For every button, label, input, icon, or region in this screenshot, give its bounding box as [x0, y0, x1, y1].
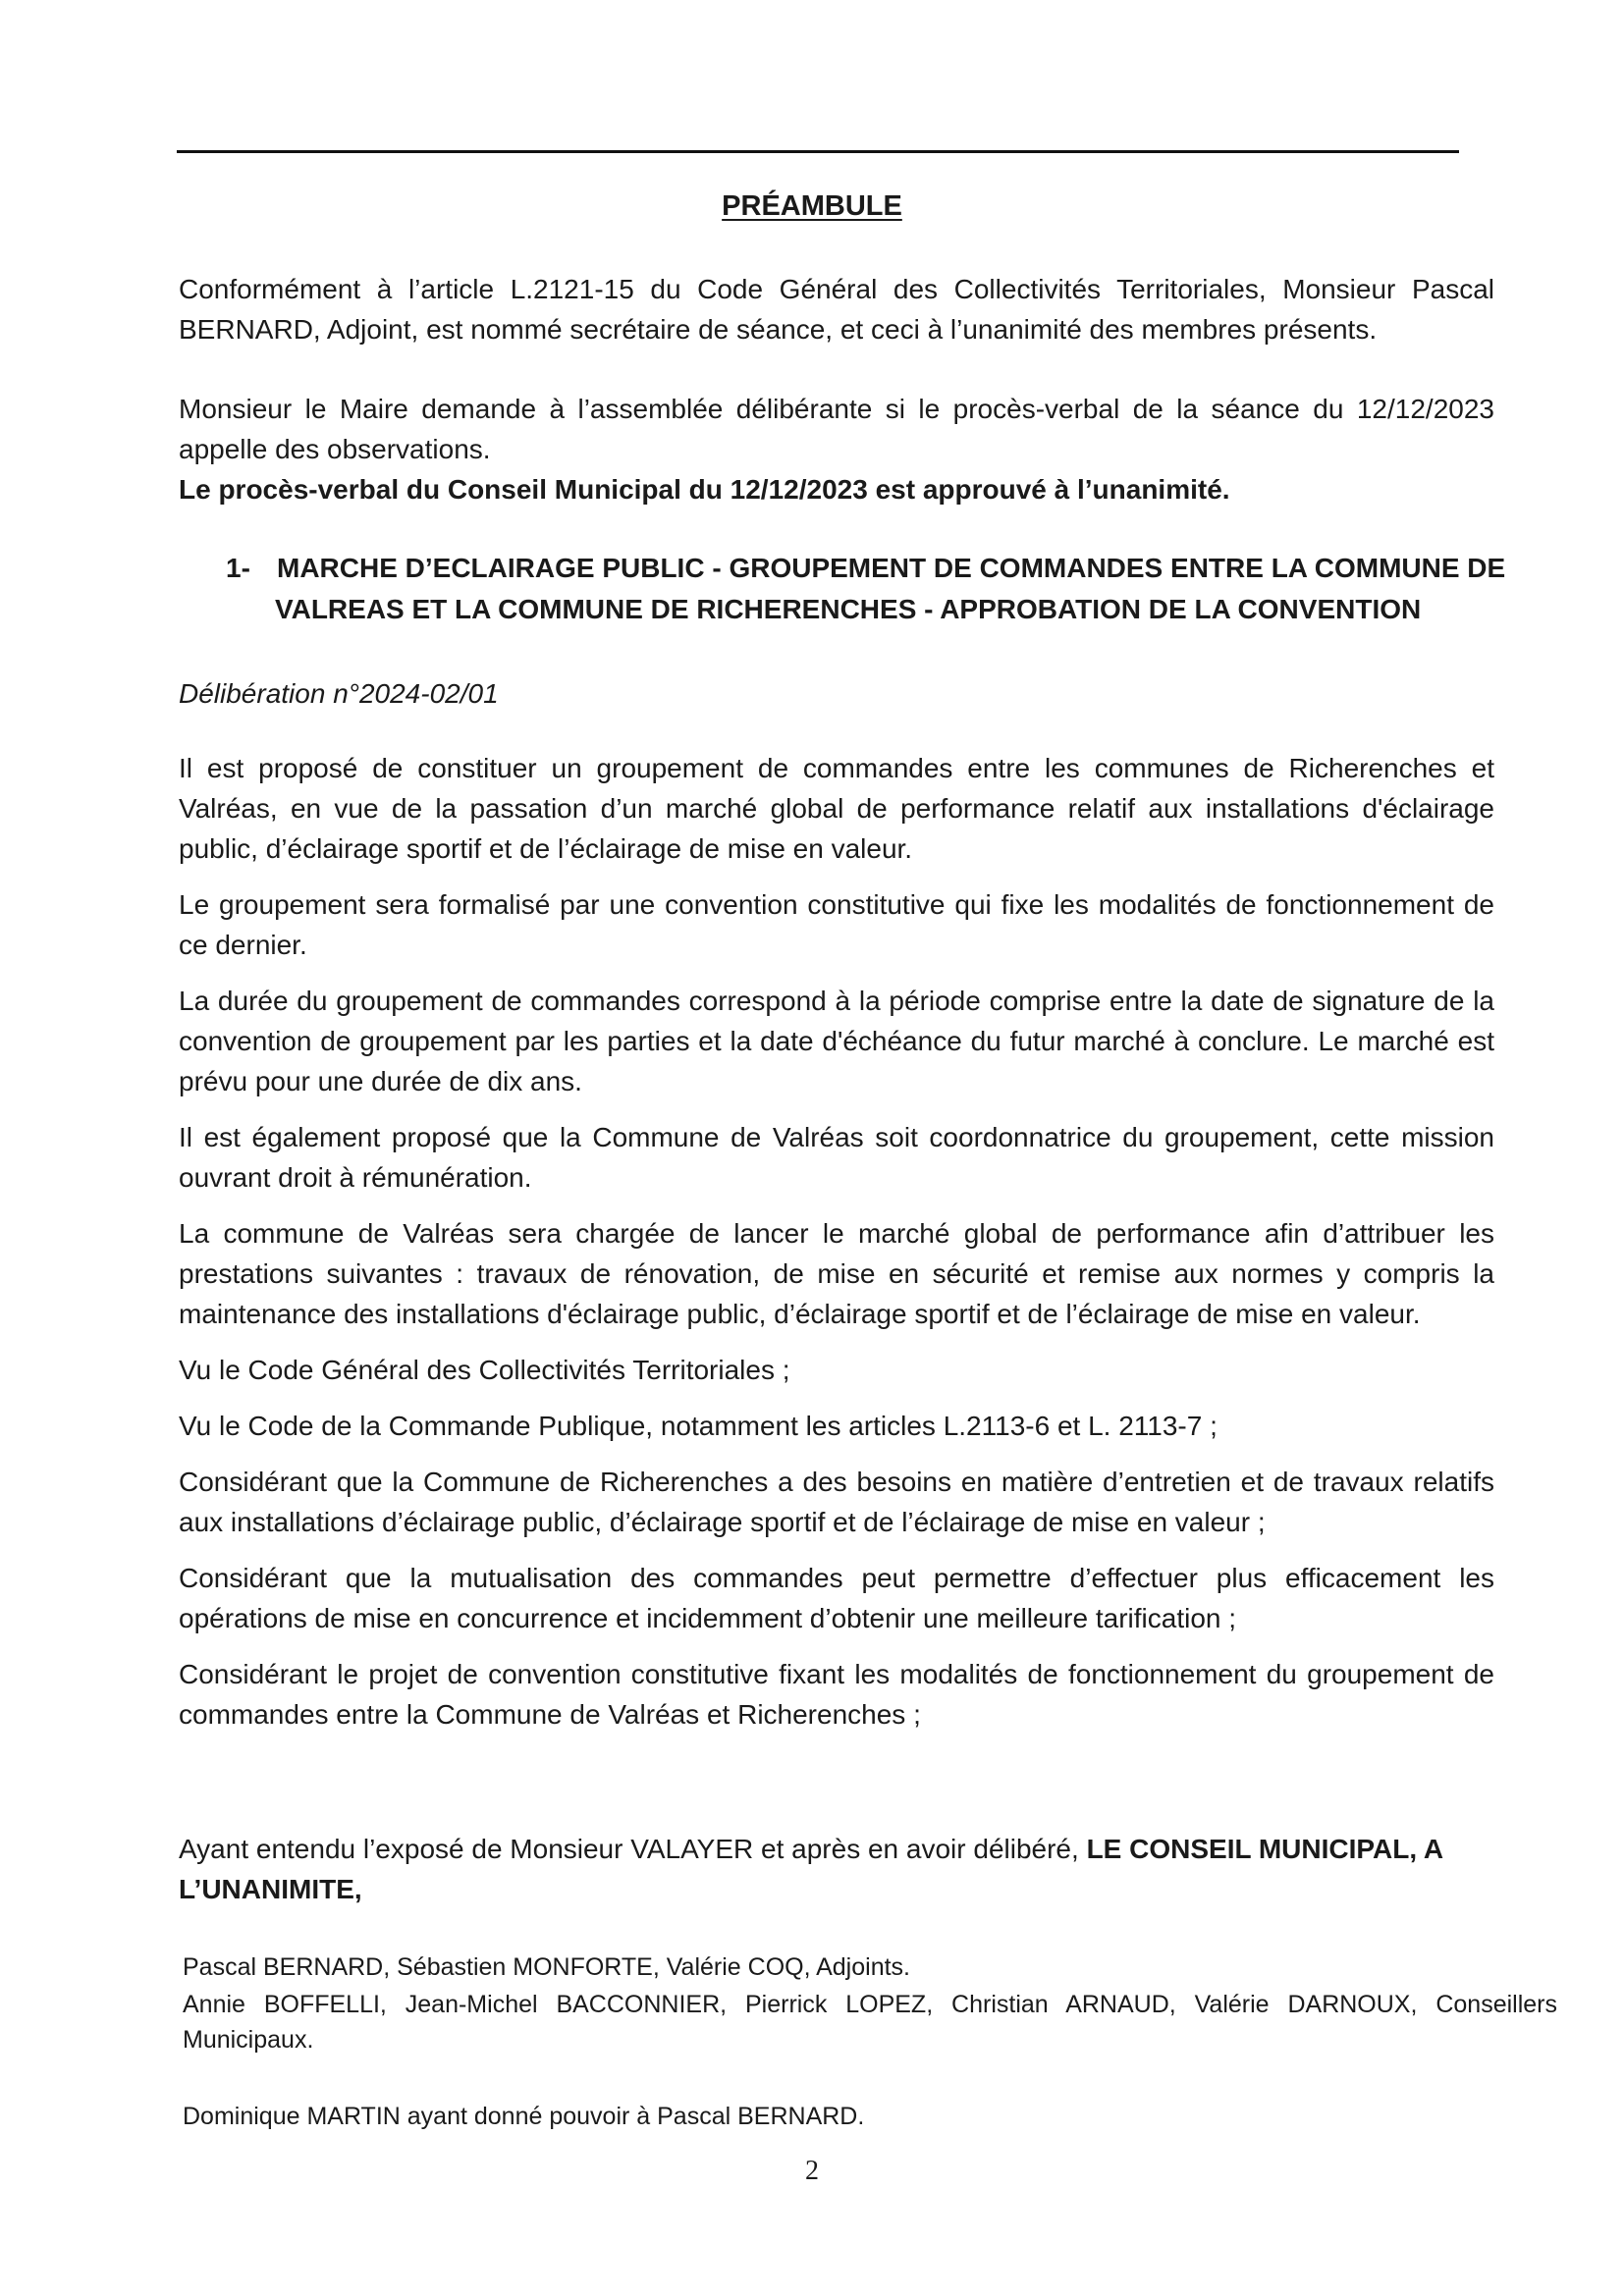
preambule-paragraph-1: Conformément à l’article L.2121-15 du Code Général des Collectivités Territoriales, Monsieur Pascal BERNARD, Adjoint, est nommé secrétaire de séance, et ceci à l’unanimité des membres présents. [179, 274, 1494, 345]
header-rule [177, 150, 1459, 153]
page-number: 2 [805, 2156, 819, 2186]
attendance-pouvoir: Dominique MARTIN ayant donné pouvoir à Pascal BERNARD. [183, 2103, 865, 2130]
approval-statement: Le procès-verbal du Conseil Municipal du 12/12/2023 est approuvé à l’unanimité. [179, 474, 1230, 505]
section-title-line-2: VALREAS ET LA COMMUNE DE RICHERENCHES - APPROBATION DE LA CONVENTION [275, 594, 1422, 624]
considerant-3: Considérant le projet de convention constitutive fixant les modalités de fonctionnement du groupement de commandes entre la Commune de Valréas et Richerenches ; [179, 1659, 1494, 1730]
considerant-2: Considérant que la mutualisation des commandes peut permettre d’effectuer plus efficacement les opérations de mise en concurrence et incidemment d’obtenir une meilleure tarification ; [179, 1563, 1494, 1633]
deliberation-number: Délibération n°2024-02/01 [179, 678, 499, 709]
body-paragraph-5: La commune de Valréas sera chargée de lancer le marché global de performance afin d’attribuer les prestations suivantes : travaux de rénovation, de mise en sécurité et remise aux normes y compris la maintenance des installations d'éclairage public, d’éclairage sportif et de l’éclairage de mise en valeur. [179, 1218, 1494, 1329]
vu-commande-publique: Vu le Code de la Commande Publique, notamment les articles L.2113-6 et L. 2113-7 ; [179, 1411, 1218, 1441]
section-number: 1- [226, 553, 250, 583]
preambule-title: PRÉAMBULE [722, 190, 902, 222]
attendance-conseillers: Annie BOFFELLI, Jean-Michel BACCONNIER, Pierrick LOPEZ, Christian ARNAUD, Valérie DARNOUX, Conseillers Municipaux. [183, 1991, 1557, 2054]
council-decision: LE CONSEIL MUNICIPAL, A L’UNANIMITE, [179, 1834, 1443, 1904]
considerant-1: Considérant que la Commune de Richerenches a des besoins en matière d’entretien et de travaux relatifs aux installations d’éclairage public, d’éclairage sportif et de l’éclairage de mise en valeur ; [179, 1467, 1494, 1537]
body-paragraph-3: La durée du groupement de commandes correspond à la période comprise entre la date de signature de la convention de groupement par les parties et la date d'échéance du futur marché à conclure. Le marché est prévu pour une durée de dix ans. [179, 986, 1494, 1096]
body-paragraph-1: Il est proposé de constituer un groupement de commandes entre les communes de Richerenches et Valréas, en vue de la passation d’un marché global de performance relatif aux installations d'éclairage public, d’éclairage sportif et de l’éclairage de mise en valeur. [179, 753, 1494, 864]
decision-intro: Ayant entendu l’exposé de Monsieur VALAYER et après en avoir délibéré, [179, 1834, 1079, 1864]
decision-statement [179, 1829, 1494, 1909]
attendance-adjoints: Pascal BERNARD, Sébastien MONFORTE, Valérie COQ, Adjoints. [183, 1953, 910, 1981]
body-paragraph-2: Le groupement sera formalisé par une convention constitutive qui fixe les modalités de fonctionnement de ce dernier. [179, 889, 1494, 960]
preambule-paragraph-2: Monsieur le Maire demande à l’assemblée délibérante si le procès-verbal de la séance du 12/12/2023 appelle des observations. [179, 394, 1494, 464]
section-title-line-1: MARCHE D’ECLAIRAGE PUBLIC - GROUPEMENT DE COMMANDES ENTRE LA COMMUNE DE [277, 553, 1506, 583]
vu-cgct: Vu le Code Général des Collectivités Territoriales ; [179, 1355, 790, 1385]
section-heading [226, 548, 1537, 630]
body-paragraph-4: Il est également proposé que la Commune de Valréas soit coordonnatrice du groupement, cette mission ouvrant droit à rémunération. [179, 1122, 1494, 1193]
deliberation-body [179, 748, 1494, 1750]
